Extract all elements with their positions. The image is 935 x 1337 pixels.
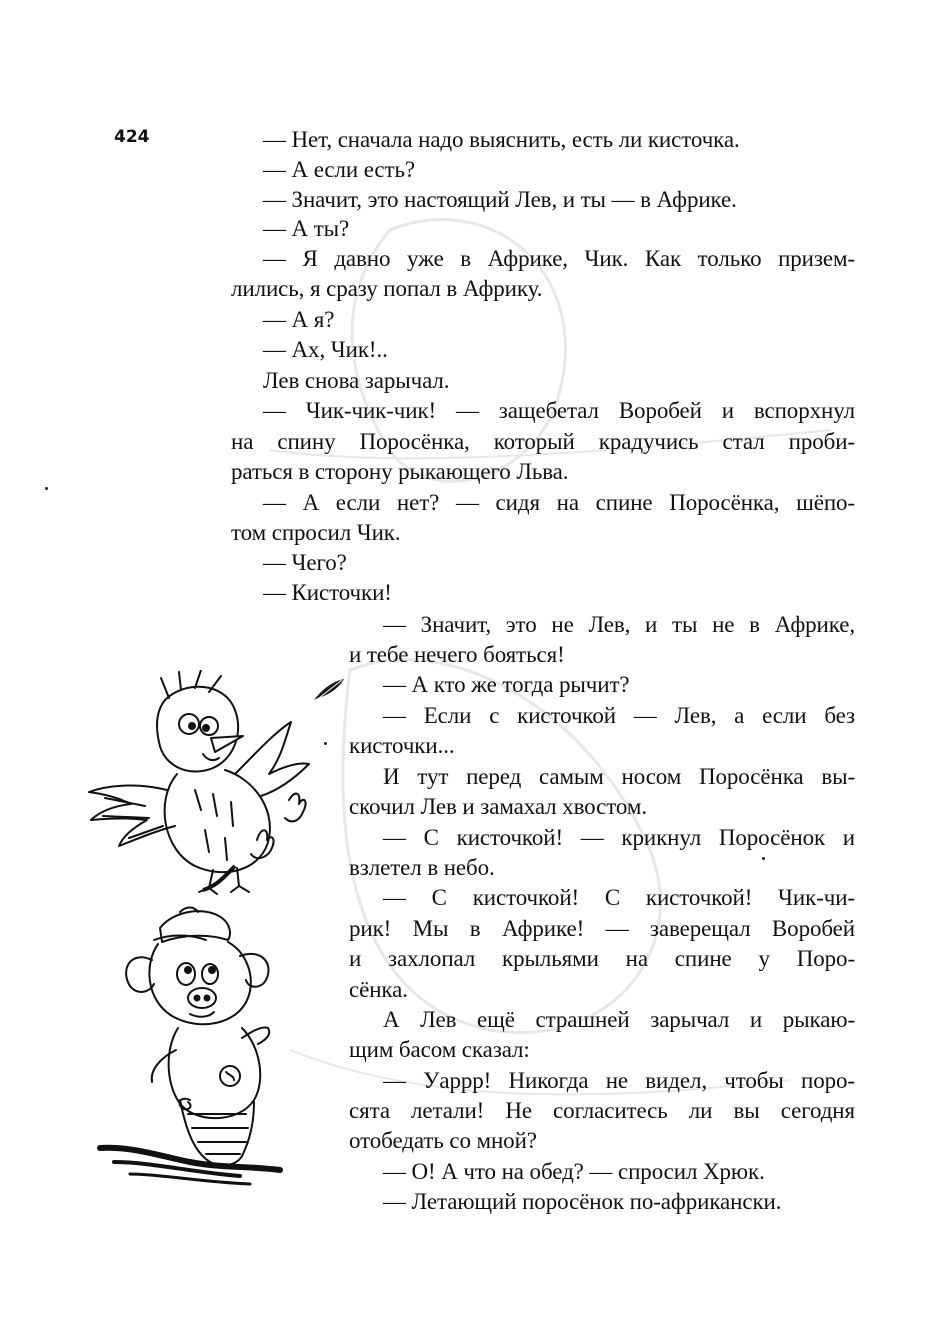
text-line: — Уаррр! Никогда не видел, чтобы поро-	[383, 1068, 855, 1093]
text-line: — А ты?	[263, 216, 350, 241]
text-line: — Чик-чик-чик! — защебетал Воробей и вспорхнул	[263, 398, 855, 423]
text-line: — О! А что на обед? — спросил Хрюк.	[383, 1159, 765, 1184]
text-line: кисточки...	[349, 733, 455, 758]
piglet-icon	[90, 900, 290, 1190]
print-speck	[762, 857, 765, 860]
text-line: — Я давно уже в Африке, Чик. Как только призем-	[263, 246, 855, 271]
text-line: — А я?	[263, 307, 335, 332]
text-line: — А если есть?	[263, 157, 415, 182]
sparrow-icon	[85, 670, 315, 895]
text-line: — А если нет? — сидя на спине Поросёнка, шёпо-	[263, 490, 855, 515]
page-number: 424	[114, 127, 150, 147]
text-line: взлетел в небо.	[349, 855, 495, 880]
text-line: Лев снова зарычал.	[263, 368, 450, 393]
text-line: — Чего?	[263, 550, 347, 575]
text-line: сёнка.	[349, 977, 408, 1002]
text-line: отобедать со мной?	[349, 1128, 537, 1153]
text-line: — Значит, это не Лев, и ты не в Африке,	[383, 612, 855, 637]
text-line: и захлопал крыльями на спине у Поро-	[349, 946, 855, 971]
text-line: рик! Мы в Африке! — заверещал Воробей	[349, 916, 855, 941]
text-line: А Лев ещё страшней зарычал и рыкаю-	[383, 1007, 855, 1032]
text-line: щим басом сказал:	[349, 1037, 530, 1062]
text-line: — С кисточкой! — крикнул Поросёнок и	[383, 825, 855, 850]
text-line: — Летающий поросёнок по-африкански.	[383, 1189, 782, 1214]
print-speck	[45, 487, 48, 490]
text-line: раться в сторону рыкающего Льва.	[231, 459, 569, 484]
print-speck	[324, 742, 327, 745]
text-line: и тебе нечего бояться!	[349, 642, 565, 667]
text-line: том спросил Чик.	[231, 520, 401, 545]
text-line: — Нет, сначала надо выяснить, есть ли кисточка.	[263, 127, 740, 152]
text-line: — С кисточкой! С кисточкой! Чик-чи-	[383, 885, 855, 910]
text-line: сята летали! Не согласитесь ли вы сегодня	[349, 1098, 855, 1123]
text-line: И тут перед самым носом Поросёнка вы-	[383, 764, 855, 789]
text-line: скочил Лев и замахал хвостом.	[349, 794, 647, 819]
text-line: — Значит, это настоящий Лев, и ты — в Африке.	[263, 187, 737, 212]
feather-icon	[312, 676, 348, 704]
text-line: на спину Поросёнка, который крадучись стал проби-	[231, 429, 855, 454]
text-line: лились, я сразу попал в Африку.	[231, 276, 543, 301]
text-line: — Кисточки!	[263, 580, 392, 605]
text-line: — А кто же тогда рычит?	[383, 672, 630, 697]
text-line: — Если с кисточкой — Лев, а если без	[383, 703, 855, 728]
text-line: — Ах, Чик!..	[263, 337, 388, 362]
